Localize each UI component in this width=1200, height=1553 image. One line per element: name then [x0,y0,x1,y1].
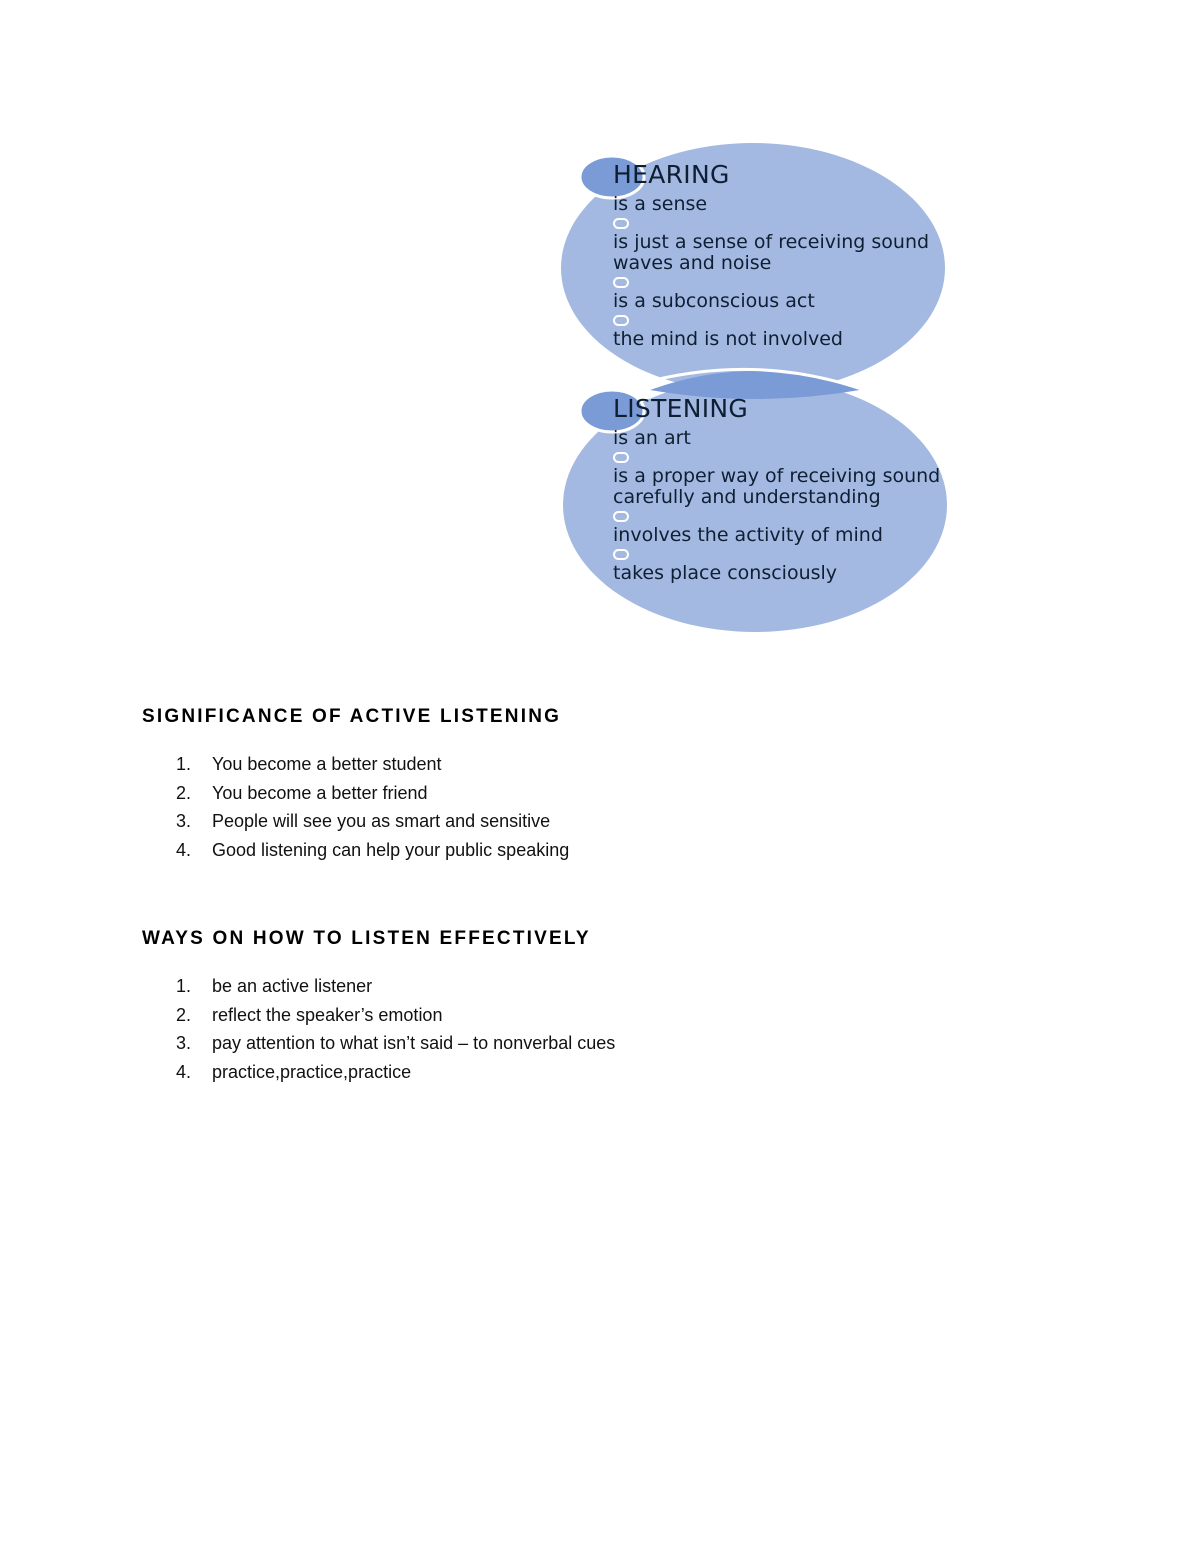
hearing-title: HEARING [613,160,730,189]
list-number: 3. [176,1033,192,1053]
hearing-text [613,160,953,350]
list-item [142,972,1042,1001]
list-number: 4. [176,839,192,860]
hearing-item: the mind is not involved [613,328,843,350]
list-item [142,1029,1042,1058]
listening-title: LISTENING [613,394,749,423]
listening-item: is an art [613,427,691,449]
list-item-text: Good listening can help your public speaking [212,839,570,860]
listening-item: involves the activity of mind [613,524,883,546]
list-item-text: pay attention to what isn’t said – to nonverbal cues [212,1033,616,1053]
hearing-item: is a sense [613,193,708,215]
list-number: 2. [176,1004,192,1025]
list-item-text: be an active listener [212,976,373,996]
bullet-icon [613,277,629,288]
list-item-text: You become a better friend [212,782,428,803]
list-item [142,750,1042,779]
list-number: 1. [176,976,192,996]
ways-section [142,928,1042,1086]
listening-item: is a proper way of receiving sound carefully and understanding [613,465,941,508]
list-item [142,807,1042,836]
listening-text [613,394,953,584]
hearing-listening-diagram [555,140,955,640]
list-item-text: reflect the speaker’s emotion [212,1004,443,1025]
list-number: 4. [176,1061,192,1082]
list-item [142,1001,1042,1030]
list-item [142,1058,1042,1087]
bullet-icon [613,511,629,522]
list-number: 1. [176,754,192,774]
bullet-icon [613,549,629,560]
list-item-text: People will see you as smart and sensitive [212,811,551,831]
bullet-icon [613,218,629,229]
hearing-item: is just a sense of receiving sound waves and noise [613,231,930,274]
significance-list [142,750,1042,864]
list-item-text: You become a better student [212,754,442,774]
significance-section [142,706,1042,864]
list-item [142,836,1042,865]
ways-heading: WAYS ON HOW TO LISTEN EFFECTIVELY [142,928,591,949]
listening-item: takes place consciously [613,562,838,584]
ways-list [142,972,1042,1086]
list-item [142,779,1042,808]
list-number: 3. [176,811,192,831]
significance-heading: SIGNIFICANCE OF ACTIVE LISTENING [142,706,562,727]
list-number: 2. [176,782,192,803]
bullet-icon [613,452,629,463]
bullet-icon [613,315,629,326]
list-item-text: practice,practice,practice [212,1061,412,1082]
hearing-item: is a subconscious act [613,290,815,312]
